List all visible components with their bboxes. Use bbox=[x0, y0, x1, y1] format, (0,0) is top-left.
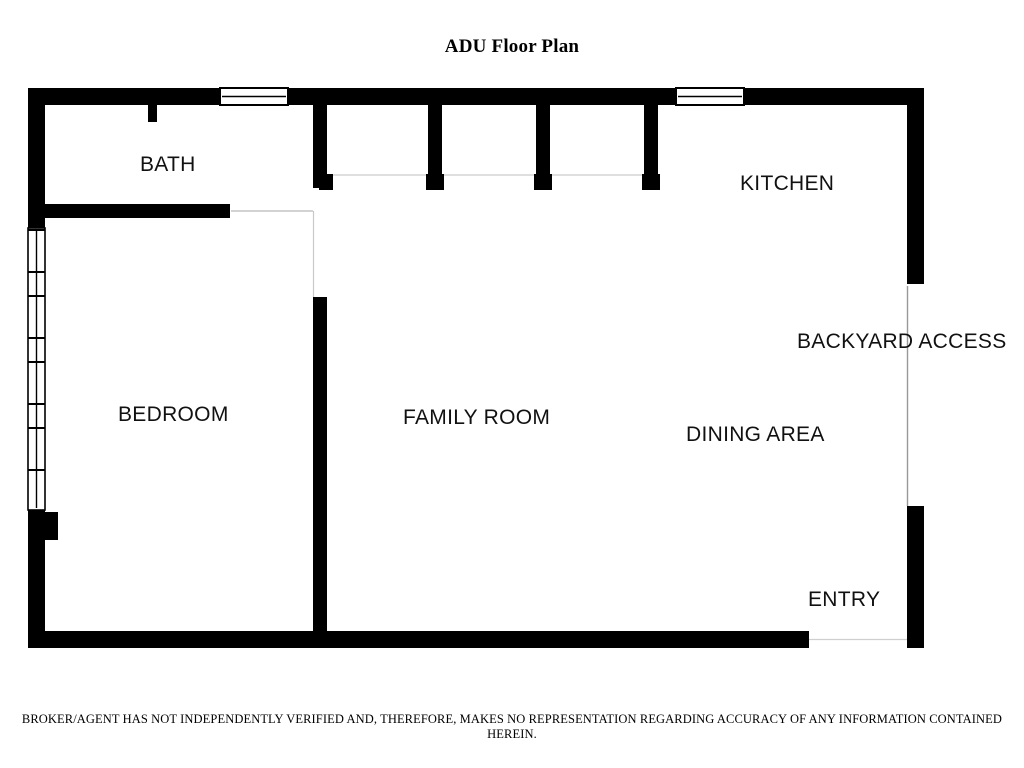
exterior-wall-left-lower-thick bbox=[28, 512, 58, 540]
exterior-wall-right-upper bbox=[907, 88, 924, 284]
closet-foot-3 bbox=[534, 174, 552, 190]
room-label-bath: BATH bbox=[140, 153, 196, 176]
exterior-wall-top-middle bbox=[288, 88, 676, 105]
interior-wall-bedroom-right bbox=[313, 297, 327, 637]
page-title: ADU Floor Plan bbox=[444, 36, 580, 57]
room-label-dining-area: DINING AREA bbox=[686, 423, 825, 446]
closet-foot-4 bbox=[642, 174, 660, 190]
closet-foot-left bbox=[319, 174, 333, 190]
room-label-backyard-access: BACKYARD ACCESS bbox=[797, 330, 1007, 353]
room-label-kitchen: KITCHEN bbox=[740, 172, 835, 195]
exterior-wall-bottom bbox=[28, 631, 809, 648]
interior-wall-bath-right bbox=[313, 88, 327, 188]
room-label-entry: ENTRY bbox=[808, 588, 881, 611]
closet-foot-2 bbox=[426, 174, 444, 190]
exterior-wall-top-left bbox=[28, 88, 220, 105]
exterior-wall-right-lower bbox=[907, 506, 924, 648]
room-label-family-room: FAMILY ROOM bbox=[403, 406, 551, 429]
interior-wall-bath-bottom bbox=[40, 204, 230, 218]
interior-wall-stub-top-left bbox=[148, 100, 157, 122]
room-label-bedroom: BEDROOM bbox=[118, 403, 229, 426]
exterior-wall-top-right bbox=[744, 88, 924, 105]
disclaimer-text: BROKER/AGENT HAS NOT INDEPENDENTLY VERIFIED AND, THEREFORE, MAKES NO REPRESENTATION REGARDING ACCURACY OF ANY INFORMATION CONTAINED HEREIN. bbox=[21, 712, 1003, 741]
